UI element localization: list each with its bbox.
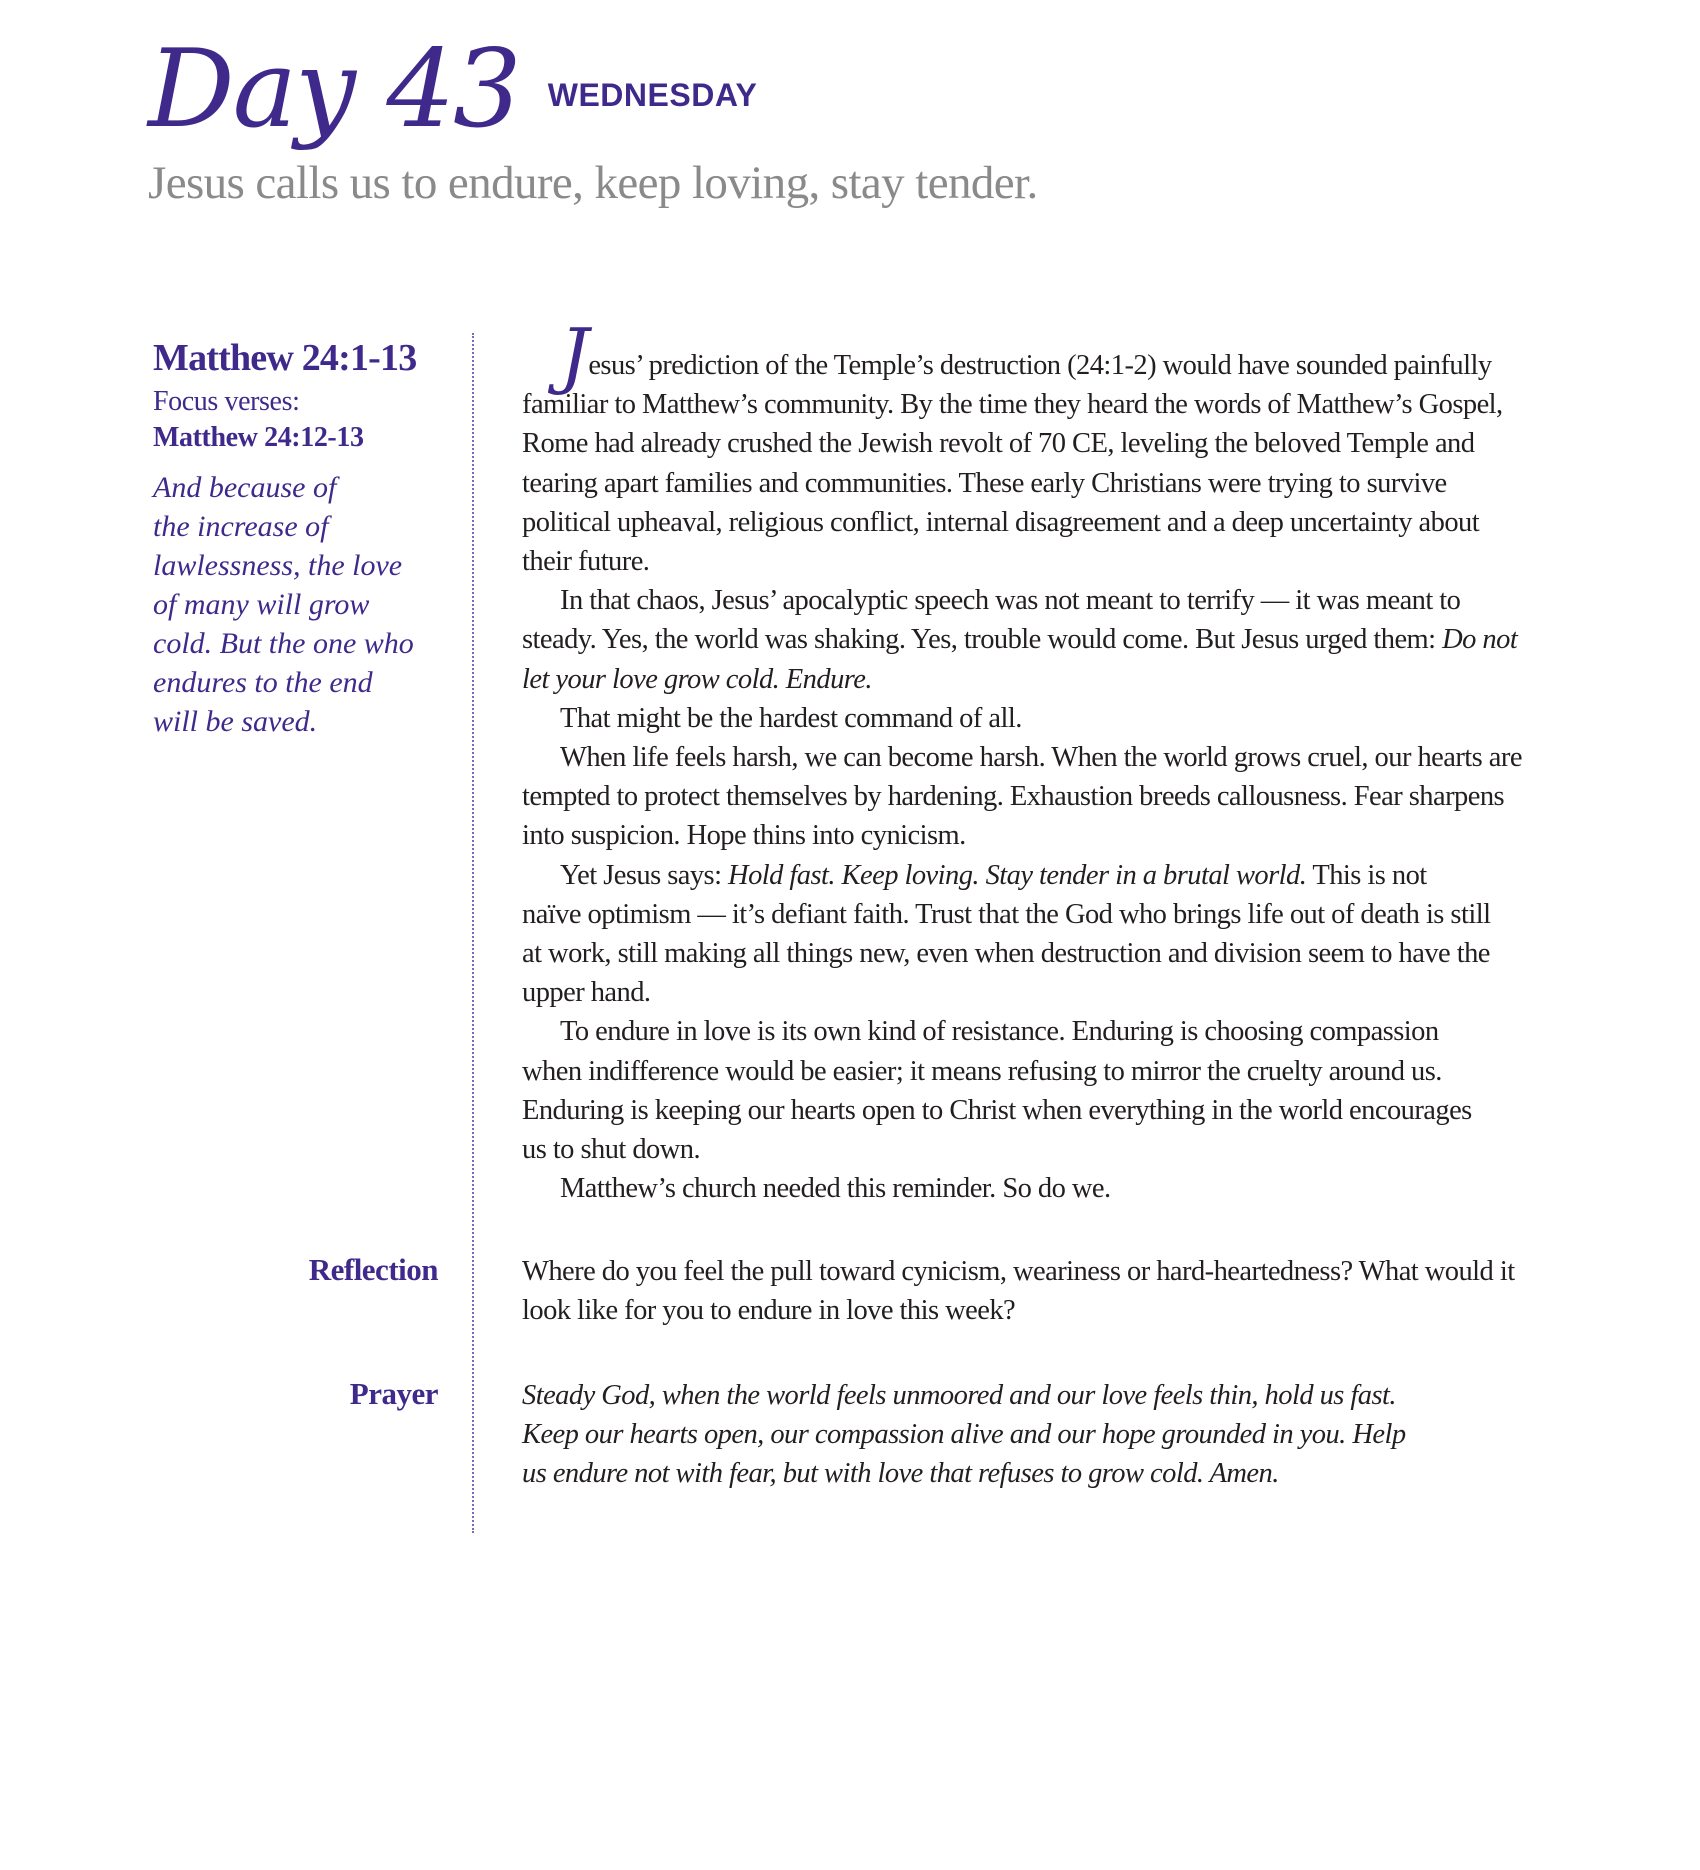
body-line: To endure in love is its own kind of resistance. Enduring is choosing compassion [560, 1016, 1439, 1048]
scripture-sidebar [153, 338, 453, 741]
body-line: Jesus’ prediction of the Temple’s destruction (24:1-2) would have sounded painfully [560, 313, 1492, 397]
quote-line: cold. But the one who [153, 626, 414, 660]
page-subtitle: Jesus calls us to endure, keep loving, stay tender. [148, 157, 1038, 209]
body-line: naïve optimism — it’s defiant faith. Trust that the God who brings life out of death is still [522, 898, 1491, 930]
focus-verses-label: Focus verses: [153, 385, 300, 417]
body-line: their future. [522, 546, 650, 578]
focus-verse-quote [153, 468, 453, 741]
prayer-line: Steady God, when the world feels unmoored and our love feels thin, hold us fast. [522, 1380, 1396, 1411]
paragraph-7: Matthew’s church needed this reminder. So do we. [560, 1173, 1111, 1205]
body-line: Rome had already crushed the Jewish revolt of 70 CE, leveling the beloved Temple and [522, 428, 1475, 460]
day-title: Day 43 [148, 27, 520, 152]
body-line: Enduring is keeping our hearts open to Christ when everything in the world encourages [522, 1094, 1472, 1126]
body-line: When life feels harsh, we can become harsh. When the world grows cruel, our hearts are [560, 742, 1522, 774]
reflection-label: Reflection [308, 1252, 438, 1287]
body-line: political upheaval, religious conflict, internal disagreement and a deep uncertainty about [522, 506, 1480, 538]
body-line: steady. Yes, the world was shaking. Yes, trouble would come. But Jesus urged them: Do not [522, 624, 1518, 656]
prayer-line: Keep our hearts open, our compassion alive and our hope grounded in you. Help [522, 1419, 1406, 1451]
day-heading [148, 20, 1598, 150]
page-header [148, 20, 1598, 210]
prayer-text [522, 1376, 1572, 1494]
focus-verses-reference: Matthew 24:12-13 [153, 421, 364, 453]
paragraph-3: That might be the hardest command of all. [560, 702, 1022, 734]
quote-line: will be saved. [153, 704, 318, 738]
devotional-body [522, 313, 1567, 1208]
quote-line: lawlessness, the love [153, 548, 403, 582]
body-line: upper hand. [522, 977, 651, 1009]
body-line: tempted to protect themselves by hardening. Exhaustion breeds callousness. Fear sharpens [522, 781, 1505, 813]
body-line: tearing apart families and communities. These early Christians were trying to survive [522, 467, 1447, 499]
body-line: In that chaos, Jesus’ apocalyptic speech was not meant to terrify — it was meant to [560, 585, 1461, 617]
quote-line: of many will grow [153, 587, 370, 621]
quote-line: endures to the end [153, 665, 373, 699]
paragraph-1 [522, 313, 1567, 581]
reflection-text [522, 1252, 1572, 1330]
prayer-label: Prayer [349, 1376, 438, 1411]
paragraph-6 [522, 1012, 1567, 1169]
body-line: let your love grow cold. Endure. [522, 663, 872, 695]
paragraph-2 [522, 581, 1567, 699]
passage-reference: Matthew 24:1-13 [153, 337, 417, 379]
paragraph-4 [522, 738, 1567, 856]
weekday-label: WEDNESDAY [547, 77, 758, 113]
body-line: when indifference would be easier; it means refusing to mirror the cruelty around us. [522, 1055, 1442, 1087]
body-line: into suspicion. Hope thins into cynicism. [522, 820, 966, 852]
drop-cap: J [560, 313, 589, 397]
reflection-line: look like for you to endure in love this week? [522, 1295, 1016, 1327]
reflection-line: Where do you feel the pull toward cynicism, weariness or hard-heartedness? What would it [522, 1256, 1515, 1287]
body-line: familiar to Matthew’s community. By the time they heard the words of Matthew’s Gospel, [522, 389, 1503, 421]
body-line: Yet Jesus says: Hold fast. Keep loving. Stay tender in a brutal world. This is not [560, 859, 1427, 891]
prayer-line: us endure not with fear, but with love that refuses to grow cold. Amen. [522, 1458, 1279, 1490]
paragraph-5 [522, 856, 1567, 1013]
body-line: at work, still making all things new, even when destruction and division seem to have the [522, 938, 1490, 970]
quote-line: the increase of [153, 509, 329, 543]
dotted-divider [472, 333, 474, 1533]
quote-line: And because of [153, 470, 337, 504]
body-line: us to shut down. [522, 1134, 701, 1166]
